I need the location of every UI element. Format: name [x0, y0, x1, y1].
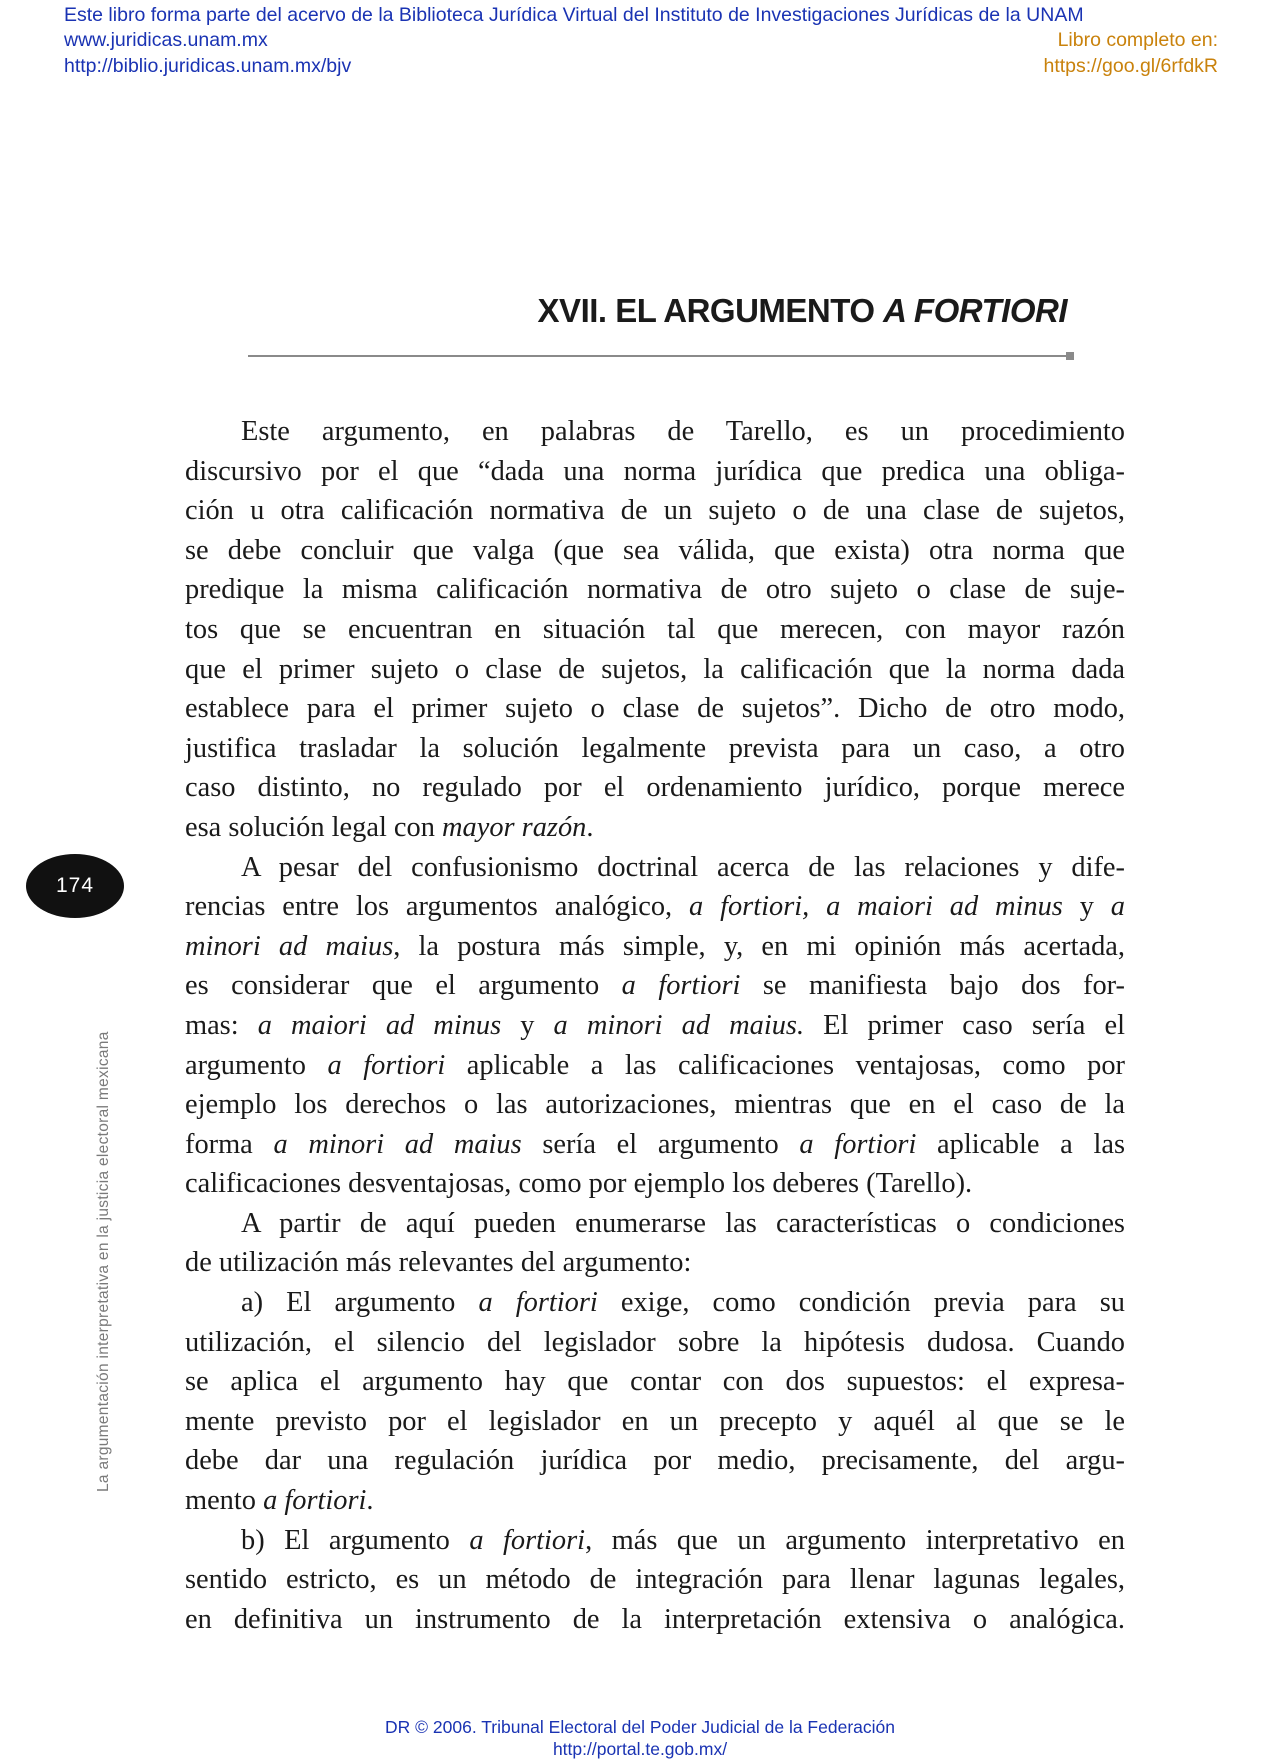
text-line: A pesar del confusionismo doctrinal acerca de las relaciones y dife-	[241, 851, 1125, 883]
text-line: ejemplo los derechos o las autorizaciones, mientras que en el caso de la	[185, 1089, 1125, 1121]
text-italic: a fortiori	[621, 970, 741, 1002]
text-run: es considerar que el argumento	[185, 970, 622, 1002]
text-line	[185, 1521, 1125, 1561]
page-number: 174	[55, 874, 95, 897]
text-line: Este argumento, en palabras de Tarello, es un procedimiento	[241, 416, 1125, 447]
text-run: y	[501, 1009, 554, 1041]
footer-portal-link[interactable]: http://portal.te.gob.mx/	[552, 1739, 728, 1759]
text-run: rencias entre los argumentos analógico,	[185, 891, 690, 923]
text-run: aplicable a las	[916, 1128, 1125, 1160]
text-line	[185, 808, 1125, 848]
page-number-badge	[26, 854, 124, 918]
sidebar-book-title: La argumentación interpretativa en la justicia electoral mexicana	[95, 1031, 112, 1492]
header-full-book-label: Libro completo en:	[1057, 29, 1218, 51]
text-run: mento	[185, 1485, 264, 1517]
text-italic: a fortiori	[478, 1287, 598, 1319]
text-run: , más que un argumento interpretativo en	[585, 1524, 1125, 1556]
text-line: se debe concluir que valga (que sea válida, que exista) otra norma que	[185, 534, 1125, 566]
text-line: justifica trasladar la solución legalmente prevista para un caso, a otro	[185, 732, 1125, 764]
text-italic: a minori ad maius	[273, 1128, 522, 1160]
header-full-book-link[interactable]: https://goo.gl/6rfdkR	[1043, 55, 1218, 77]
text-italic: a maiori ad minus	[257, 1009, 502, 1041]
text-italic: mayor razón	[442, 811, 587, 843]
chapter-title	[538, 292, 1067, 330]
text-line: ción u otra calificación normativa de un sujeto o de una clase de sujetos,	[185, 495, 1125, 527]
text-line: establece para el primer sujeto o clase de sujetos”. Dicho de otro modo,	[185, 693, 1125, 725]
text-line	[185, 927, 1125, 967]
text-italic: a fortiori, a maiori ad minus	[689, 891, 1063, 923]
text-line: sentido estricto, es un método de integración para llenar lagunas legales,	[185, 1564, 1125, 1596]
text-italic: a fortiori	[327, 1049, 446, 1081]
text-run: mas:	[185, 1009, 258, 1041]
text-line	[185, 1125, 1125, 1165]
text-run: .	[366, 1485, 374, 1517]
text-run: sería el argumento	[521, 1128, 800, 1160]
text-line: utilización, el silencio del legislador sobre la hipótesis dudosa. Cuando	[185, 1326, 1125, 1358]
text-run: esa solución legal con	[185, 811, 443, 843]
text-run: a) El argumento	[241, 1287, 479, 1319]
text-line: debe dar una regulación jurídica por medio, precisamente, del argu-	[185, 1445, 1125, 1477]
text-line	[185, 1481, 1125, 1521]
header-library-notice: Este libro forma parte del acervo de la Biblioteca Jurídica Virtual del Instituto de Investigaciones Jurídicas de la UNAM	[64, 4, 1084, 26]
text-line: en definitiva un instrumento de la interpretación extensiva o analógica.	[185, 1603, 1125, 1635]
text-italic: a minori ad maius.	[553, 1009, 805, 1041]
chapter-rule-end-square	[1066, 352, 1074, 360]
chapter-title-italic: A FORTIORI	[883, 292, 1067, 329]
text-line: se aplica el argumento hay que contar con dos supuestos: el expresa-	[185, 1366, 1125, 1398]
header-bjv-link[interactable]: http://biblio.juridicas.unam.mx/bjv	[64, 55, 352, 77]
text-run: exige, como condición previa para su	[597, 1287, 1125, 1319]
chapter-rule	[248, 355, 1068, 357]
text-italic: a fortiori	[799, 1128, 917, 1160]
text-line: A partir de aquí pueden enumerarse las características o condiciones	[241, 1207, 1125, 1239]
text-line	[185, 1046, 1125, 1086]
text-line: mente previsto por el legislador en un precepto y aquél al que se le	[185, 1405, 1125, 1437]
text-run: El primer caso sería el	[804, 1009, 1125, 1041]
text-line: discursivo por el que “dada una norma jurídica que predica una obliga-	[185, 455, 1125, 487]
text-run: , la postura más simple, y, en mi opinión más acertada,	[393, 930, 1125, 962]
text-run: forma	[185, 1128, 274, 1160]
text-line: calificaciones desventajosas, como por ejemplo los deberes (Tarello).	[185, 1168, 973, 1200]
text-line	[185, 966, 1125, 1006]
text-run: .	[586, 811, 594, 843]
chapter-title-prefix: XVII. EL ARGUMENTO	[537, 292, 884, 329]
text-line: caso distinto, no regulado por el ordenamiento jurídico, porque merece	[185, 772, 1125, 804]
text-line	[185, 887, 1125, 927]
text-italic: minori ad maius	[185, 930, 394, 962]
text-run: argumento	[185, 1049, 328, 1081]
text-run: se manifiesta bajo dos for-	[740, 970, 1125, 1002]
text-line: que el primer sujeto o clase de sujetos, la calificación que la norma dada	[185, 653, 1125, 685]
text-line: predique la misma calificación normativa de otro sujeto o clase de suje-	[185, 574, 1125, 606]
text-line: de utilización más relevantes del argumento:	[185, 1247, 692, 1279]
text-run: aplicable a las calificaciones ventajosas, como por	[445, 1049, 1125, 1081]
text-italic: a	[1110, 891, 1125, 923]
text-line	[185, 1006, 1125, 1046]
text-line	[185, 1283, 1125, 1323]
text-run: y	[1062, 891, 1111, 923]
body-text	[185, 412, 1125, 1639]
text-run: b) El argumento	[241, 1524, 470, 1556]
footer-copyright: DR © 2006. Tribunal Electoral del Poder Judicial de la Federación	[385, 1717, 895, 1737]
header-site-link[interactable]: www.juridicas.unam.mx	[64, 29, 268, 51]
text-line: tos que se encuentran en situación tal que merecen, con mayor razón	[185, 613, 1125, 645]
text-italic: a fortiori	[469, 1524, 586, 1556]
text-italic: a fortiori	[263, 1485, 367, 1517]
